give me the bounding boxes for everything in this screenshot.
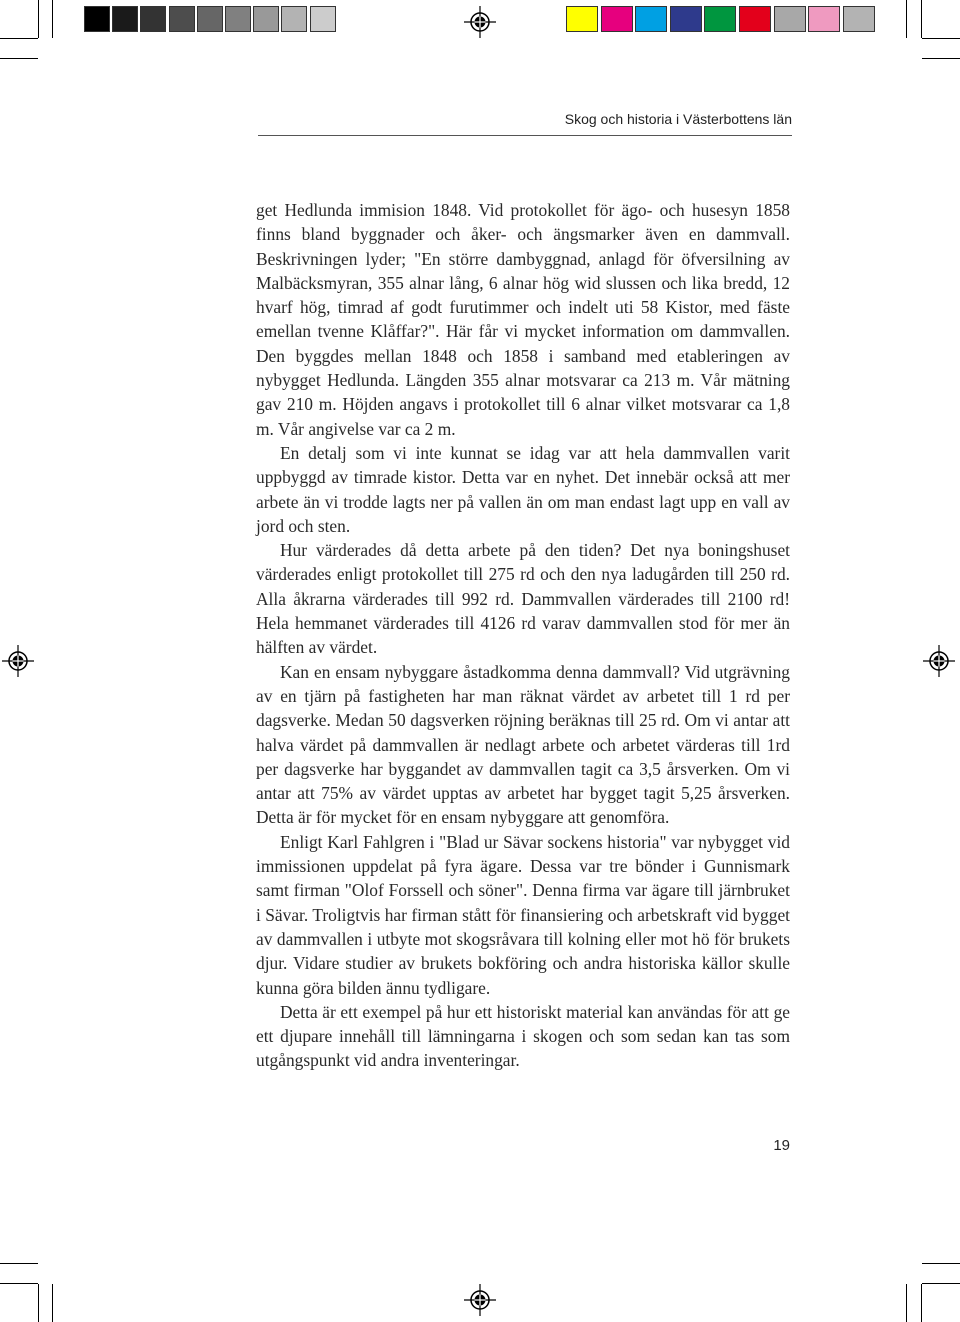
- registration-mark-bottom-icon: [464, 1284, 496, 1316]
- crop-mark-bottom-right-h: [922, 1263, 960, 1264]
- crop-mark-top-left-v: [38, 0, 39, 38]
- running-head: Skog och historia i Västerbottens län: [564, 111, 792, 127]
- crop-mark-top-right-h2: [922, 58, 960, 59]
- crop-mark-top-left-h: [0, 38, 38, 39]
- crop-mark-top-right-h: [922, 38, 960, 39]
- paragraph-2: En detalj som vi inte kunnat se idag var att hela dammvallen varit uppbyggd av timrade kistor. Detta var en nyhet. Det innebär också att mer arbete än vi trodde lagts ner på vallen än om man endast lagt upp en vall av jord och sten.: [256, 442, 790, 536]
- registration-mark-top-icon: [464, 6, 496, 38]
- header-rule: [258, 135, 792, 136]
- registration-mark-left-icon: [2, 645, 34, 677]
- crop-mark-top-right-v: [906, 0, 907, 38]
- gray-swatch: [253, 6, 279, 32]
- crop-mark-bottom-right-h2: [922, 1283, 960, 1284]
- crop-mark-bottom-left-v2: [52, 1284, 53, 1322]
- article-body: [256, 198, 790, 1073]
- registration-mark-right-icon: [923, 645, 955, 677]
- paragraph-6: Detta är ett exempel på hur ett historiskt material kan användas för att ge ett djupare innehåll till lämningarna i skogen och som sedan kan tas som utgångspunkt vid andra inventeringar.: [256, 1001, 790, 1071]
- color-swatch: [704, 6, 736, 32]
- gray-swatch: [112, 6, 138, 32]
- gray-swatch: [169, 6, 195, 32]
- color-swatch: [843, 6, 875, 32]
- gray-swatch: [84, 6, 110, 32]
- paragraph-3: Hur värderades då detta arbete på den tiden? Det nya boningshuset värderades enligt protokollet till 275 rd och den nya ladugården till 250 rd. Alla åkrarna värderades till 992 rd. Dammvallen värderades till 2100 rd! Hela hemmanet värderades till 4126 rd varav dammvallen stod för mer än hälften av värdet.: [256, 540, 790, 658]
- gray-swatch: [140, 6, 166, 32]
- color-swatch: [808, 6, 840, 32]
- crop-mark-top-left-h2: [0, 58, 38, 59]
- crop-mark-bottom-right-v2: [921, 1284, 922, 1322]
- color-swatch: [670, 6, 702, 32]
- crop-mark-top-right-v2: [921, 0, 922, 38]
- gray-swatch: [281, 6, 307, 32]
- crop-mark-top-left-v2: [52, 0, 53, 38]
- color-swatch: [566, 6, 598, 32]
- paragraph-4: Kan en ensam nybyggare åstadkomma denna dammvall? Vid utgrävning av en tjärn på fastigheten har man räknat värdet av arbetet till 1 rd per dagsverke. Medan 50 dagsverken röjning beräknas till 25 rd. Om vi antar att halva värdet på dammvallen är nedlagt arbete och arbetet värderas till 1rd per dagsverke har byggandet av dammvallen tagit ca 3,5 årsverken. Om vi antar att 75% av värdet upptas av arbetet har bygget tagit 5,25 årsverken. Detta är för mycket för en ensam nybyggare att genomföra.: [256, 661, 790, 828]
- color-swatch: [774, 6, 806, 32]
- color-swatch: [739, 6, 771, 32]
- gray-swatch: [225, 6, 251, 32]
- color-swatch: [635, 6, 667, 32]
- crop-mark-bottom-left-h: [0, 1263, 38, 1264]
- page-number: 19: [773, 1137, 790, 1154]
- crop-mark-bottom-left-v: [38, 1284, 39, 1322]
- gray-swatch: [310, 6, 336, 32]
- color-swatch: [601, 6, 633, 32]
- paragraph-1: get Hedlunda immision 1848. Vid protokollet för ägo- och husesyn 1858 finns bland byggnader och åker- och ängsmarker även en dammvall. Beskrivningen lyder; "En större dambyggnad, anlagd för öfversilning av Malbäcksmyran, 355 alnar lång, 6 alnar hög wid slussen och lika bredd, 12 hvarf hög, timrad af godt furutimmer och indelt uti 58 Kistor, med fäste emellan tvenne Klåffar?". Här får vi mycket information om dammvallen. Den byggdes mellan 1848 och 1858 i samband med etableringen av nybygget Hedlunda. Längden 355 alnar motsvarar ca 213 m. Vår mätning gav 210 m. Höjden angavs i protokollet till 6 alnar vilket motsvarar ca 1,8 m. Vår angivelse var ca 2 m.: [256, 200, 790, 439]
- gray-swatch: [197, 6, 223, 32]
- crop-mark-bottom-right-v: [906, 1284, 907, 1322]
- paragraph-5: Enligt Karl Fahlgren i "Blad ur Sävar sockens historia" var nybygget vid immissionen uppdelat på fyra ägare. Dessa var tre bönder i Gunnismark samt firman "Olof Forssell och söner". Denna firma var ägare till järnbruket i Sävar. Troligtvis har firman stått för finansiering och arbetskraft vid bygget av dammvallen i utbyte mot skogsråvara till kolning eller mot hö för brukets djur. Vidare studier av brukets bokföring och andra historiska källor skulle kunna göra bilden ännu tydligare.: [256, 831, 790, 998]
- crop-mark-bottom-left-h2: [0, 1283, 38, 1284]
